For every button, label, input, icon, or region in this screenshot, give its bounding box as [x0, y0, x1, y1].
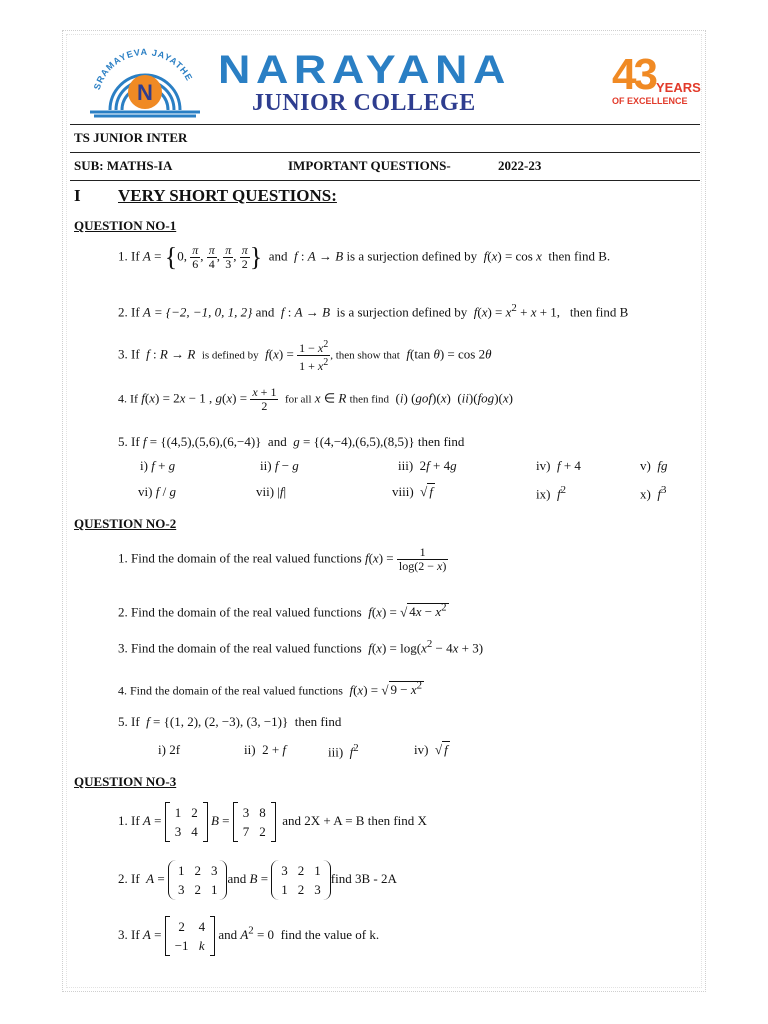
- q1-option: vii) |f|: [256, 484, 287, 499]
- brand-name: NARAYANA: [218, 48, 511, 92]
- page-border-inner: [66, 34, 702, 988]
- q2-option: ii) 2 + f: [244, 742, 287, 757]
- q2-item-2: 2. Find the domain of the real valued functions f(x) = √ $4x - x^2$: [118, 602, 447, 620]
- years-number: 43: [612, 50, 655, 99]
- q1-option: ix) $f^2$: [536, 484, 566, 502]
- q1-item-4: 4. If f(x) = 2x − 1 , g(x) = $\frac{x + 1}{2}$ for all x ∈ R then find (i) (gof)(x) (ii)(fog)(x): [118, 385, 513, 413]
- years-word: YEARS: [656, 80, 701, 95]
- q1-option: viii) √ f: [392, 484, 433, 499]
- q2-option: i) 2f: [158, 742, 181, 757]
- course-label: TS JUNIOR INTER: [74, 130, 188, 145]
- q1-item-1: 1. If A = {0, $\frac{\pi}{6}$ , $\frac{\pi}{4}$ , $\frac{\pi}{3}$ , $\frac{\pi}{2}$ } and f : A → B is a surjection defined by f(x) = cos x then find B.: [118, 242, 611, 272]
- q2-option: iii) $f^2$: [328, 742, 359, 760]
- years-subtitle: OF EXCELLENCE: [612, 96, 688, 106]
- q2-item-5: 5. If f = {(1, 2), (2, −3), (3, −1)} then find: [118, 714, 342, 729]
- divider: [70, 124, 700, 125]
- q3-item-3: 3. If A = 2 4 −1 k and $A^2 = 0$ find the value of k.: [118, 916, 379, 956]
- logo-letter: N: [137, 80, 153, 105]
- divider: [70, 180, 700, 181]
- divider: [70, 152, 700, 153]
- question-heading-2: QUESTION NO-2: [74, 516, 177, 531]
- document-title: IMPORTANT QUESTIONS-: [288, 158, 451, 173]
- q1-option: v) fg: [640, 458, 668, 473]
- question-heading-3: QUESTION NO-3: [74, 774, 177, 789]
- subject-label: SUB: MATHS-IA: [74, 158, 173, 173]
- college-logo: [80, 44, 210, 118]
- logo-ring-text: SRAMAYEVA JAYATHE: [91, 46, 195, 91]
- college-name: JUNIOR COLLEGE: [252, 90, 476, 116]
- q2-item-3: 3. Find the domain of the real valued functions $f(x) = \log(x^2 - 4x + 3)$: [118, 638, 484, 656]
- q1-item-2: 2. If A = {−2, −1, 0, 1, 2} and f : A → B is a surjection defined by $f(x) = x^2 + x + 1$, then find B: [118, 302, 629, 320]
- question-heading-1: QUESTION NO-1: [74, 218, 177, 233]
- section-numeral: I: [74, 186, 81, 205]
- q1-option: vi) f / g: [138, 484, 176, 499]
- q3-item-2: 2. If A = 1 2 3 3 2 1 and B = 3 2 1 1 2 3 find 3B - 2A: [118, 860, 397, 900]
- q1-option: ii) f − g: [260, 458, 299, 473]
- q1-item-3: 3. If f : R → R is defined by f(x) = $\frac{1 - x^2}{1 + x^2}$ , then show that f(tan θ) = cos 2θ: [118, 339, 492, 373]
- q1-item-5: 5. If f = {(4,5),(5,6),(6,−4)} and g = {(4,−4),(6,5),(8,5)} then find: [118, 434, 465, 449]
- q1-option: iii) 2f + 4g: [398, 458, 457, 473]
- q1-option: iv) f + 4: [536, 458, 581, 473]
- q1-option: i) f + g: [140, 458, 176, 473]
- section-title: VERY SHORT QUESTIONS:: [118, 186, 337, 205]
- q2-item-1: 1. Find the domain of the real valued functions f(x) = $\frac{1}{\log(2 - x)}$: [118, 545, 447, 573]
- q1-option: x) $f^3$: [640, 484, 667, 502]
- q2-option: iv) √ f: [414, 742, 448, 757]
- academic-year: 2022-23: [498, 158, 542, 173]
- q3-item-1: 1. If A = 1 2 3 4 B = 3 8 7 2 and 2X + A = B then find X: [118, 802, 427, 842]
- q2-item-4: 4. Find the domain of the real valued functions f(x) = √ $9 - x^2$: [118, 680, 423, 698]
